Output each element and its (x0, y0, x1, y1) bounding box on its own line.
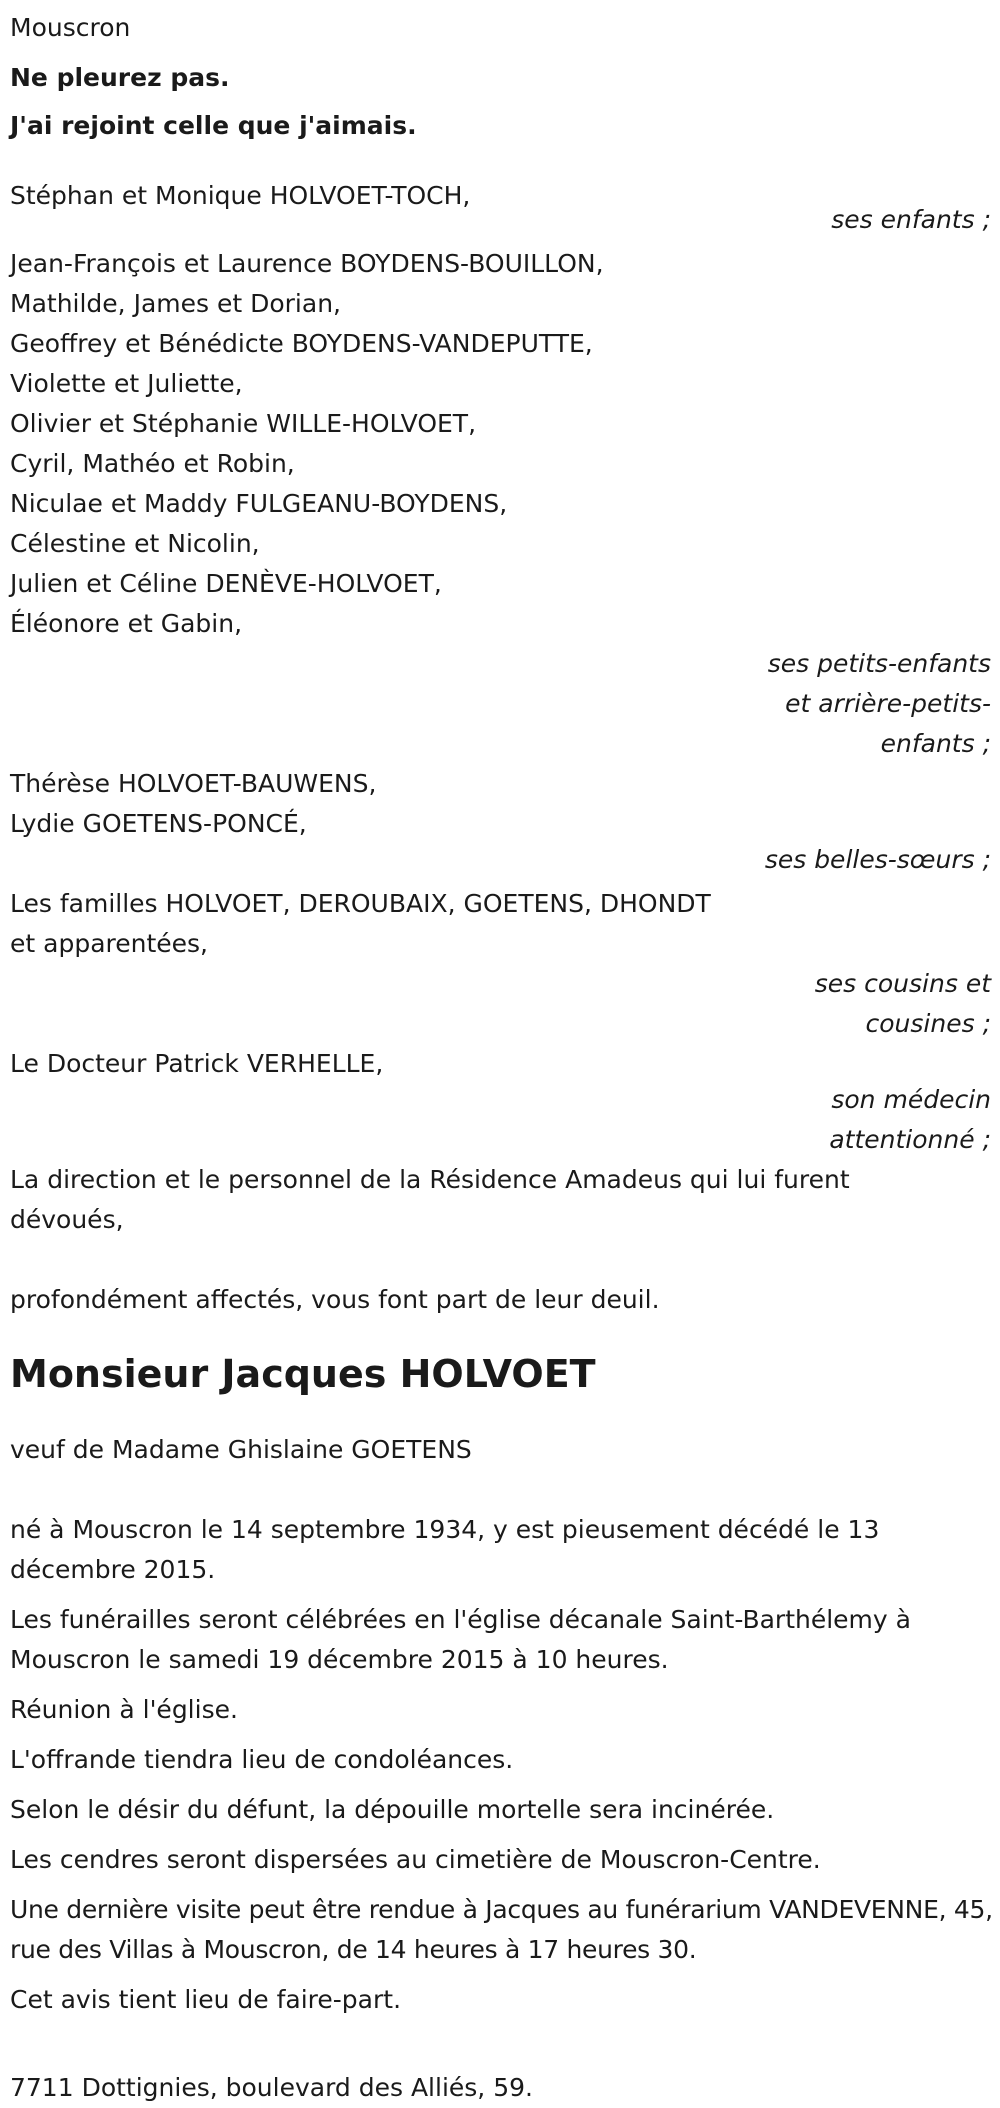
announcement-line: profondément affectés, vous font part de leur deuil. (10, 1285, 660, 1314)
family-name-line: Violette et Juliette, (10, 369, 243, 398)
detail-paragraph: Selon le désir du défunt, la dépouille mortelle sera incinérée. (10, 1795, 775, 1824)
detail-paragraph: Cet avis tient lieu de faire-part. (10, 1985, 402, 2014)
family-name-line: Le Docteur Patrick VERHELLE, (10, 1049, 384, 1078)
detail-paragraph: Les cendres seront dispersées au cimetière de Mouscron-Centre. (10, 1845, 821, 1874)
quote-line-1: Ne pleurez pas. (10, 63, 230, 92)
family-name-line: et apparentées, (10, 929, 208, 958)
relation-label-cousins: ses cousins et (814, 969, 991, 998)
sisters-in-law-section (10, 764, 990, 880)
detail-paragraph: Réunion à l'église. (10, 1695, 238, 1724)
deceased-name: Monsieur Jacques HOLVOET (10, 1352, 596, 1396)
residence-line: La direction et le personnel de la Résidence Amadeus qui lui furent dévoués, (10, 1165, 850, 1234)
cousins-section (10, 884, 990, 1044)
relation-label-children: ses enfants ; (831, 205, 991, 234)
family-name-line: Les familles HOLVOET, DEROUBAIX, GOETENS, DHONDT (10, 889, 711, 918)
city-label: Mouscron (10, 13, 131, 42)
doctor-section (10, 1044, 990, 1160)
family-name-line: Mathilde, James et Dorian, (10, 289, 341, 318)
grandchildren-section (10, 244, 990, 764)
relation-label-sisters-in-law: ses belles-sœurs ; (764, 845, 991, 874)
family-name-line: Thérèse HOLVOET-BAUWENS, (10, 769, 377, 798)
obituary-notice (10, 0, 993, 2108)
spouse-line: veuf de Madame Ghislaine GOETENS (10, 1435, 472, 1464)
family-name-line: Jean-François et Laurence BOYDENS-BOUILLON, (10, 249, 604, 278)
funeral-details (10, 1510, 993, 2020)
relation-label-doctor: son médecin (831, 1085, 991, 1114)
detail-paragraph: né à Mouscron le 14 septembre 1934, y est pieusement décédé le 13 décembre 2015. (10, 1515, 880, 1584)
children-section (10, 176, 990, 240)
quote-line-2: J'ai rejoint celle que j'aimais. (10, 111, 417, 140)
family-name-line: Julien et Céline DENÈVE-HOLVOET, (10, 569, 442, 598)
family-name-line: Lydie GOETENS-PONCÉ, (10, 809, 307, 838)
relation-label-grandchildren: enfants ; (880, 729, 991, 758)
detail-paragraph: L'offrande tiendra lieu de condoléances. (10, 1745, 514, 1774)
detail-paragraph: Les funérailles seront célébrées en l'église décanale Saint-Barthélemy à Mouscron le samedi 19 décembre 2015 à 10 heures. (10, 1605, 911, 1674)
address-line: 7711 Dottignies, boulevard des Alliés, 59. (10, 2073, 533, 2102)
family-name-line: Geoffrey et Bénédicte BOYDENS-VANDEPUTTE, (10, 329, 593, 358)
relation-label-grandchildren: et arrière-petits- (785, 689, 991, 718)
family-name-line: Éléonore et Gabin, (10, 609, 243, 638)
family-name-line: Niculae et Maddy FULGEANU-BOYDENS, (10, 489, 508, 518)
relation-label-grandchildren: ses petits-enfants (767, 649, 991, 678)
family-name-line: Célestine et Nicolin, (10, 529, 260, 558)
family-name-line: Olivier et Stéphanie WILLE-HOLVOET, (10, 409, 477, 438)
detail-paragraph: Une dernière visite peut être rendue à Jacques au funérarium VANDEVENNE, 45, rue des Villas à Mouscron, de 14 heures à 17 heures 30. (10, 1895, 993, 1964)
family-name-line: Stéphan et Monique HOLVOET-TOCH, (10, 181, 471, 210)
family-name-line: Cyril, Mathéo et Robin, (10, 449, 295, 478)
relation-label-cousins: cousines ; (865, 1009, 991, 1038)
relation-label-doctor: attentionné ; (829, 1125, 991, 1154)
